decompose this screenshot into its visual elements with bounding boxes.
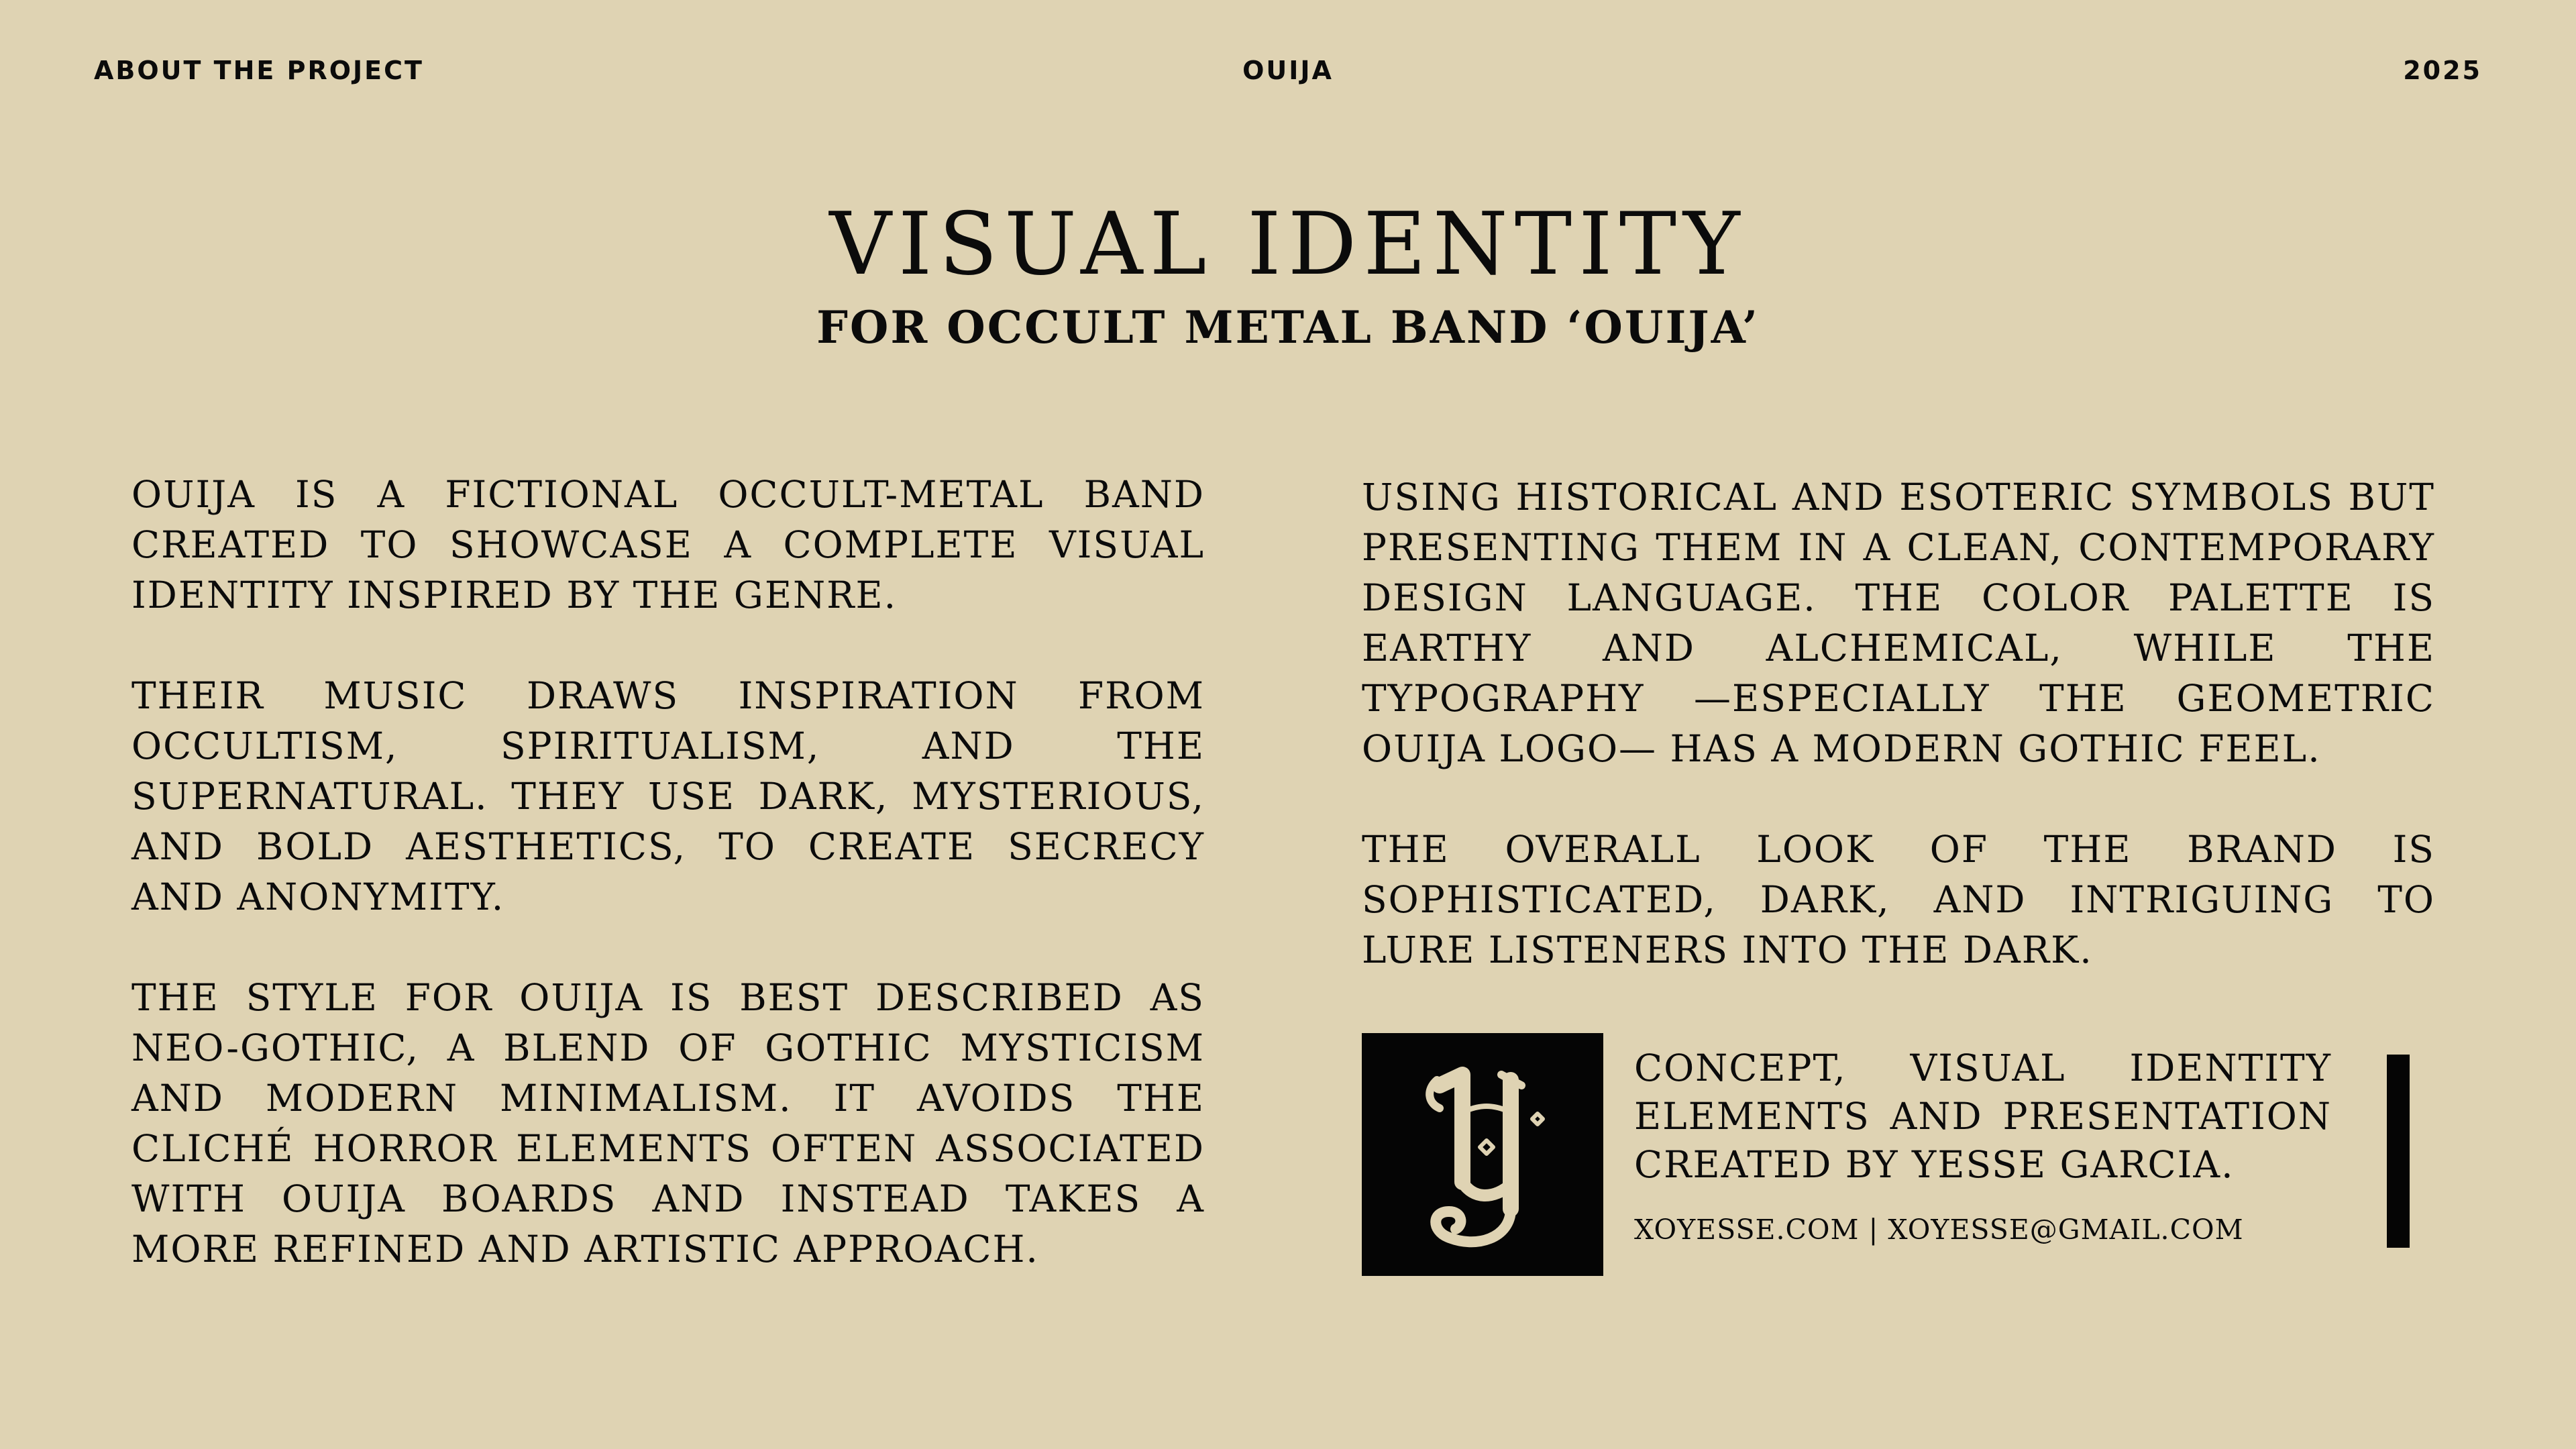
left-paragraph-1: OUIJA IS A FICTIONAL OCCULT-METAL BAND CREATED TO SHOWCASE A COMPLETE VISUAL IDENTITY INSPIRED BY THE GENRE. xyxy=(131,473,1205,616)
header-year: 2025 xyxy=(2403,56,2482,85)
header-project-name: OUIJA xyxy=(1242,56,1334,85)
left-column xyxy=(131,470,1205,1325)
header-section-label: ABOUT THE PROJECT xyxy=(94,56,424,85)
right-paragraph-2: THE OVERALL LOOK OF THE BRAND IS SOPHISTICATED, DARK, AND INTRIGUING TO LURE LISTENERS INTO THE DARK. xyxy=(1362,828,2435,971)
right-column xyxy=(1362,472,2435,1026)
left-paragraph-2: THEIR MUSIC DRAWS INSPIRATION FROM OCCULTISM, SPIRITUALISM, AND THE SUPERNATURAL. THEY USE DARK, MYSTERIOUS, AND BOLD AESTHETICS, TO CREATE SECRECY AND ANONYMITY. xyxy=(131,674,1205,918)
left-paragraph-3: THE STYLE FOR OUIJA IS BEST DESCRIBED AS NEO-GOTHIC, A BLEND OF GOTHIC MYSTICISM AND MODERN MINIMALISM. IT AVOIDS THE CLICHÉ HORROR ELEMENTS OFTEN ASSOCIATED WITH OUIJA BOARDS AND INSTEAD TAKES A MORE REFINED AND ARTISTIC APPROACH. xyxy=(131,976,1205,1271)
blackletter-y-monogram-icon xyxy=(1362,1033,1603,1276)
page-subtitle: FOR OCCULT METAL BAND ‘OUIJA’ xyxy=(816,301,1760,354)
right-paragraph-1: USING HISTORICAL AND ESOTERIC SYMBOLS BUT PRESENTING THEM IN A CLEAN, CONTEMPORARY DESIGN LANGUAGE. THE COLOR PALETTE IS EARTHY AND ALCHEMICAL, WHILE THE TYPOGRAPHY —ESPECIALLY THE GEOMETRIC OUIJA LOGO— HAS A MODERN GOTHIC FEEL. xyxy=(1362,476,2435,770)
contact-info: XOYESSE.COM | XOYESSE@GMAIL.COM xyxy=(1634,1214,2244,1246)
credits-block xyxy=(1634,1044,2332,1189)
page-title: VISUAL IDENTITY xyxy=(829,195,1747,294)
credits-text: CONCEPT, VISUAL IDENTITY ELEMENTS AND PRESENTATION CREATED BY YESSE GARCIA. xyxy=(1634,1046,2332,1186)
vertical-accent-bar xyxy=(2387,1055,2410,1248)
